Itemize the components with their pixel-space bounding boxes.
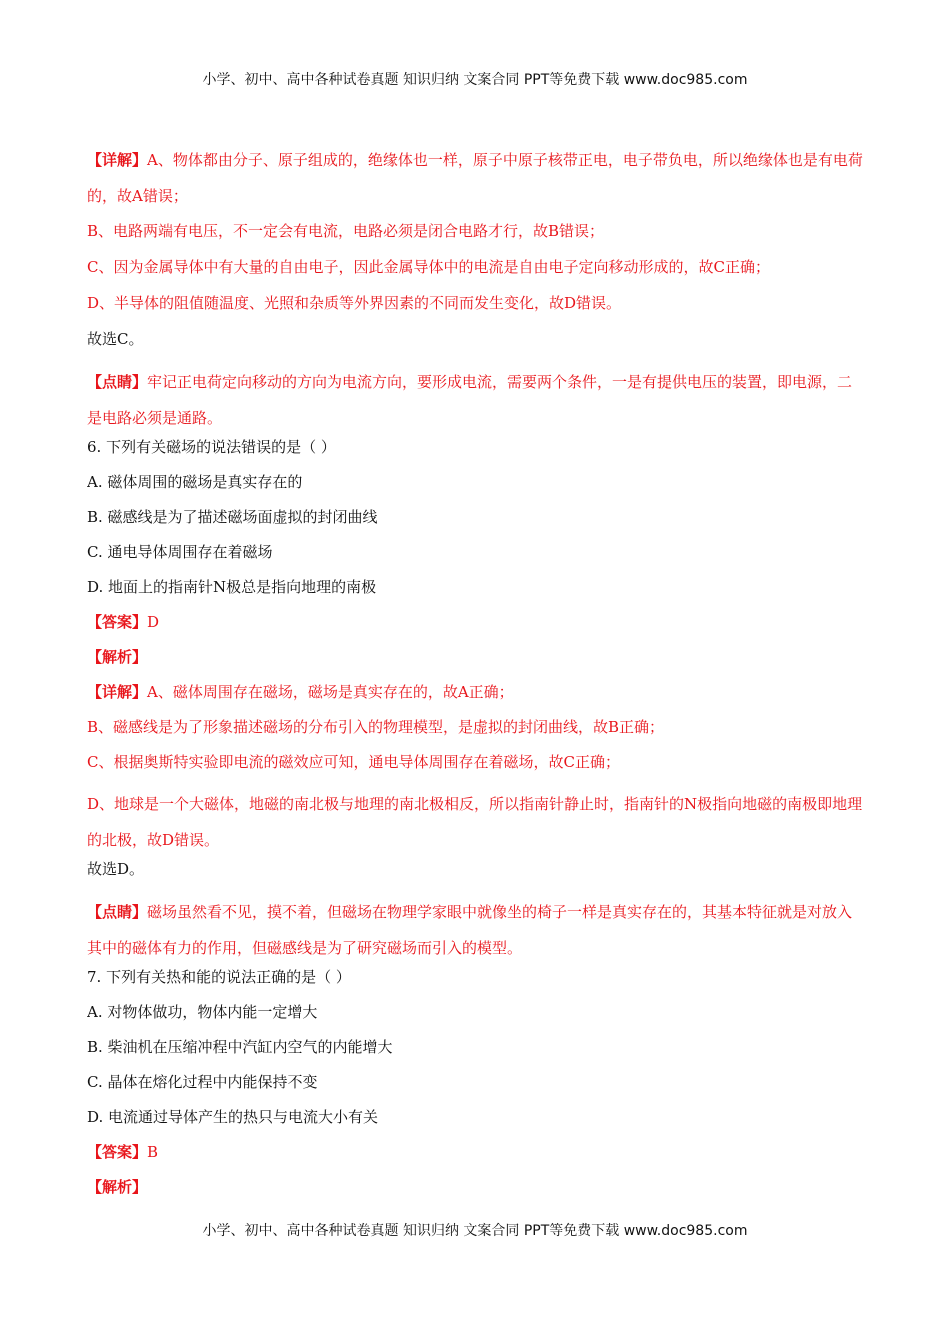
- q6-tip: [87, 894, 867, 966]
- answer-value: B: [147, 1143, 159, 1161]
- q7-option-a: A. 对物体做功，物体内能一定增大: [87, 1003, 318, 1021]
- answer-value: D: [147, 613, 160, 631]
- q7-option-d: D. 电流通过导体产生的热只与电流大小有关: [87, 1108, 379, 1126]
- q6-analysis-tag: 【解析】: [87, 648, 148, 666]
- q5-choice: 故选C。: [87, 330, 144, 348]
- q5-detail-b: B、电路两端有电压，不一定会有电流，电路必须是闭合电路才行，故B错误；: [87, 222, 605, 240]
- q7-option-c: C. 晶体在熔化过程中内能保持不变: [87, 1073, 318, 1091]
- detail-tag: 【详解】: [87, 151, 148, 169]
- tip-tag: 【点睛】: [87, 903, 148, 921]
- q6-option-b: B. 磁感线是为了描述磁场面虚拟的封闭曲线: [87, 508, 378, 526]
- q5-detail-c: C、因为金属导体中有大量的自由电子，因此金属导体中的电流是自由电子定向移动形成的，故C正确；: [87, 258, 770, 276]
- q6-detail-a: [87, 681, 867, 716]
- q7-answer: [87, 1141, 867, 1176]
- document-body: [87, 142, 867, 1211]
- q6-stem: 6. 下列有关磁场的说法错误的是（ ）: [87, 438, 336, 456]
- q6-choice: 故选D。: [87, 860, 145, 878]
- q7-stem: 7. 下列有关热和能的说法正确的是（ ）: [87, 968, 351, 986]
- tip-tag: 【点睛】: [87, 373, 148, 391]
- q5-tip: [87, 364, 867, 436]
- page-header: 小学、初中、高中各种试卷真题 知识归纳 文案合同 PPT等免费下载 www.doc985.com: [202, 72, 748, 88]
- q7-analysis-tag: 【解析】: [87, 1178, 148, 1196]
- q5-detail-a: [87, 142, 867, 214]
- detail-text: A、磁体周围存在磁场，磁场是真实存在的，故A正确；: [147, 683, 514, 701]
- answer-tag: 【答案】: [87, 613, 148, 631]
- answer-tag: 【答案】: [87, 1143, 148, 1161]
- q6-detail-b: B、磁感线是为了形象描述磁场的分布引入的物理模型，是虚拟的封闭曲线，故B正确；: [87, 718, 665, 736]
- q6-option-a: A. 磁体周围的磁场是真实存在的: [87, 473, 303, 491]
- detail-text: A、物体都由分子、原子组成的，绝缘体也一样，原子中原子核带正电，电子带负电，所以绝缘体也是有电荷的，故A错误；: [87, 151, 863, 205]
- q5-detail-d: D、半导体的阻值随温度、光照和杂质等外界因素的不同而发生变化，故D错误。: [87, 294, 622, 312]
- tip-text: 牢记正电荷定向移动的方向为电流方向，要形成电流，需要两个条件，一是有提供电压的装置，即电源，二是电路必须是通路。: [87, 373, 853, 427]
- q6-option-c: C. 通电导体周围存在着磁场: [87, 543, 273, 561]
- q6-option-d: D. 地面上的指南针N极总是指向地理的南极: [87, 578, 377, 596]
- tip-text: 磁场虽然看不见，摸不着，但磁场在物理学家眼中就像坐的椅子一样是真实存在的，其基本特征就是对放入其中的磁体有力的作用，但磁感线是为了研究磁场而引入的模型。: [87, 903, 853, 957]
- page-footer: 小学、初中、高中各种试卷真题 知识归纳 文案合同 PPT等免费下载 www.doc985.com: [202, 1223, 748, 1239]
- q7-option-b: B. 柴油机在压缩冲程中汽缸内空气的内能增大: [87, 1038, 393, 1056]
- q6-answer: [87, 611, 867, 646]
- q6-detail-d: D、地球是一个大磁体，地磁的南北极与地理的南北极相反，所以指南针静止时，指南针的N极指向地磁的南极即地理的北极，故D错误。: [87, 795, 863, 849]
- q6-detail-c: C、根据奥斯特实验即电流的磁效应可知，通电导体周围存在着磁场，故C正确；: [87, 753, 620, 771]
- detail-tag: 【详解】: [87, 683, 148, 701]
